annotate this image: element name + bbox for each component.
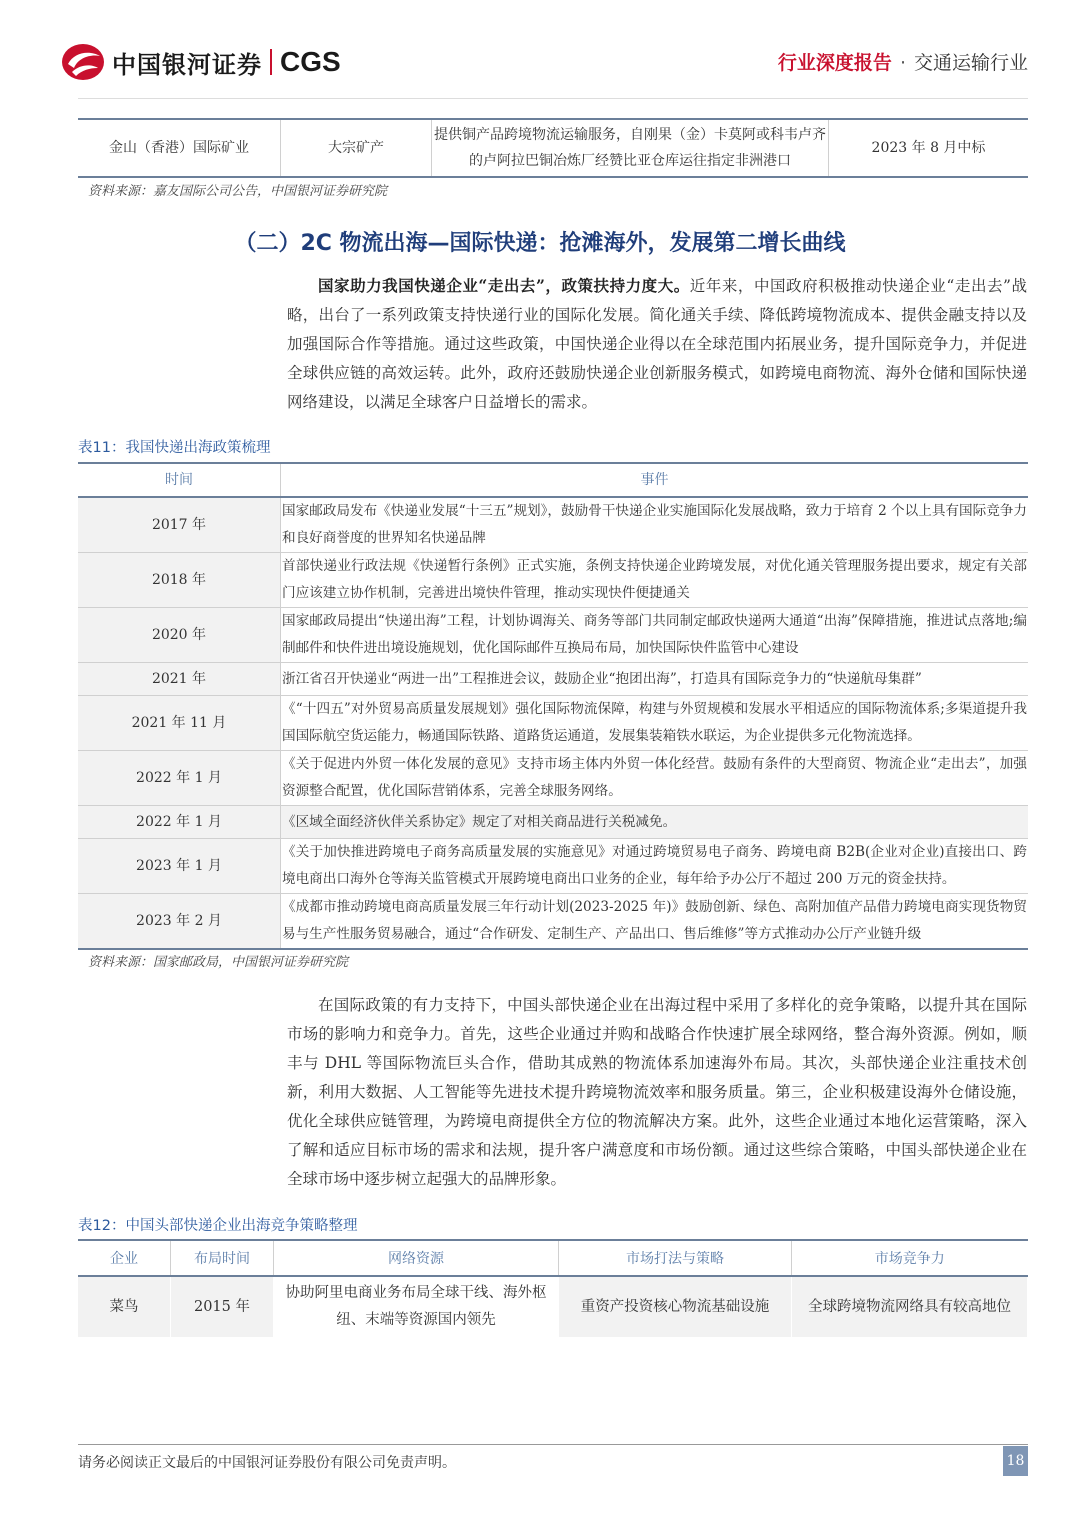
col-header-layout-time: 布局时间 [171,1240,274,1276]
strategy-cell: 重资产投资核心物流基础设施 [559,1276,792,1337]
col-header-event: 事件 [281,463,1029,497]
section-heading: （二）2C 物流出海—国际快递：抢滩海外，发展第二增长曲线 [234,231,846,256]
col-header-strategy: 市场打法与策略 [559,1240,792,1276]
table12-caption: 表12：中国头部快递企业出海竞争策略整理 [78,1218,358,1234]
time-cell: 2021 年 11 月 [78,696,281,751]
layout-time-cell: 2015 年 [171,1276,274,1337]
header-report-info [778,48,1028,75]
time-cell: 2022 年 1 月 [78,751,281,806]
time-cell: 2020 年 [78,608,281,663]
policy-table [78,462,1028,950]
logo [60,40,341,84]
category-cell: 大宗矿产 [281,119,432,177]
time-cell: 2021 年 [78,663,281,696]
col-header-company: 企业 [78,1240,171,1276]
event-cell: 《关于加快推进跨境电子商务高质量发展的实施意见》对通过跨境贸易电子商务、跨境电商 B2B(企业对企业)直接出口、跨境电商出口海外仓等海关监管模式开展跨境电商出口业务的企业，每年给予办公厅不超过 200 万元的资金扶持。 [281,839,1029,894]
col-header-time: 时间 [78,463,281,497]
company-cell: 金山（香港）国际矿业 [78,119,281,177]
table-row [78,553,1028,608]
page-header [0,0,1080,100]
table-row [78,1276,1028,1337]
event-cell: 《关于促进内外贸一体化发展的意见》支持市场主体内外贸一体化经营。鼓励有条件的大型商贸、物流企业“走出去”，加强资源整合配置，优化国际营销体系，完善全球服务网络。 [281,751,1029,806]
strategy-paragraph: 在国际政策的有力支持下，中国头部快递企业在出海过程中采用了多样化的竞争策略，以提升其在国际市场的影响力和竞争力。首先，这些企业通过并购和战略合作快速扩展全球网络，整合海外资源。例如，顺丰与 DHL 等国际物流巨头合作，借助其成熟的物流体系加速海外布局。其次，头部快递企业注重技术创新，利用大数据、人工智能等先进技术提升跨境物流效率和服务质量。第三，企业积极建设海外仓储设施，优化全球供应链管理，为跨境电商提供全方位的物流解决方案。此外，这些企业通过本地化运营策略，深入了解和适应目标市场的需求和法规，提升客户满意度和市场份额。通过这些综合策略，中国头部快递企业在全球市场中逐步树立起强大的品牌形象。 [287,996,1027,1188]
date-cell: 2023 年 8 月中标 [871,140,986,156]
event-cell: 国家邮政局提出“快递出海”工程，计划协调海关、商务等部门共同制定邮政快递两大通道“出海”保障措施，推进试点落地;编制邮件和快件进出境设施规划，优化国际邮件互换局布局，加快国际快件监管中心建设 [281,608,1029,663]
time-cell: 2017 年 [78,497,281,553]
table-row [78,839,1028,894]
logo-separator [270,49,272,75]
footer-divider [78,1444,1028,1445]
time-cell: 2023 年 1 月 [78,839,281,894]
table-row [78,608,1028,663]
table11-caption: 表11：我国快递出海政策梳理 [78,440,271,456]
table-row [78,696,1028,751]
time-cell: 2022 年 1 月 [78,806,281,839]
time-cell: 2023 年 2 月 [78,894,281,950]
logo-en-text: CGS [280,46,341,77]
header-divider [78,98,1028,99]
event-cell: 《“十四五”对外贸易高质量发展规划》强化国际物流保障，构建与外贸规模和发展水平相适应的国际物流体系;多渠道提升我国国际航空货运能力，畅通国际铁路、道路货运通道，发展集装箱铁水联运，为企业提供多元化物流选择。 [281,696,1029,751]
event-cell: 《区域全面经济伙伴关系协定》规定了对相关商品进行关税减免。 [281,806,1029,839]
report-type: 行业深度报告 [777,52,892,74]
table-source-note: 资料来源：嘉友国际公司公告，中国银河证券研究院 [88,184,388,199]
table-row [78,751,1028,806]
cgs-logo-icon [60,42,106,82]
event-cell: 首部快递业行政法规《快递暂行条例》正式实施，条例支持快递企业跨境发展，对优化通关管理服务提出要求，规定有关部门应该建立协作机制，完善进出境快件管理，推动实现快件便捷通关 [281,553,1029,608]
logo-cn-text: 中国银河证券 [112,50,262,79]
policy-paragraph [287,271,1027,417]
col-header-network: 网络资源 [274,1240,559,1276]
table11-source-note: 资料来源：国家邮政局，中国银河证券研究院 [88,955,349,970]
service-cell: 提供铜产品跨境物流运输服务，自刚果（金）卡莫阿或科韦卢齐的卢阿拉巴铜冶炼厂经赞比亚仓库运往指定非洲港口 [432,119,829,177]
paragraph-lead: 国家助力我国快递企业“走出去”，政策扶持力度大。 [318,276,690,295]
table-header-row [78,1240,1028,1276]
table-row [78,806,1028,839]
col-header-competitiveness: 市场竞争力 [792,1240,1028,1276]
event-cell: 国家邮政局发布《快递业发展“十三五”规划》，鼓励骨干快递企业实施国际化发展战略，致力于培育 2 个以上具有国际竞争力和良好商誉度的世界知名快递品牌 [281,497,1029,553]
table-row [78,497,1028,553]
competitiveness-cell: 全球跨境物流网络具有较高地位 [792,1276,1028,1337]
table-row [78,663,1028,696]
paragraph-body: 近年来，中国政府积极推动快递企业“走出去”战略，出台了一系列政策支持快递行业的国际化发展。简化通关手续、降低跨境物流成本、提供金融支持以及加强国际合作等措施。通过这些政策，中国快递企业得以在全球范围内拓展业务，提升国际竞争力，并促进全球供应链的高效运转。此外，政府还鼓励快递企业创新服务模式，如跨境电商物流、海外仓储和国际快递网络建设，以满足全球客户日益增长的需求。 [287,277,1027,411]
company-cell: 菜鸟 [78,1276,171,1337]
industry-name: 交通运输行业 [913,52,1028,74]
event-cell: 《成都市推动跨境电商高质量发展三年行动计划(2023-2025 年)》鼓励创新、绿色、高附加值产品借力跨境电商实现货物贸易与生产性服务贸易融合，通过“合作研发、定制生产、产品出口、售后维修”等方式推动办公厅产业链升级 [281,894,1029,950]
table-row [78,119,1028,177]
footer-disclaimer: 请务必阅读正文最后的中国银河证券股份有限公司免责声明。 [78,1455,456,1471]
time-cell: 2018 年 [78,553,281,608]
event-cell: 浙江省召开快递业“两进一出”工程推进会议，鼓励企业“抱团出海”，打造具有国际竞争力的“快递航母集群” [281,663,1029,696]
table-row [78,894,1028,950]
continued-table [78,118,1028,178]
table-header-row [78,463,1028,497]
header-dot: · [899,52,906,74]
network-cell: 协助阿里电商业务布局全球干线、海外枢纽、末端等资源国内领先 [274,1276,559,1337]
strategy-table [78,1239,1028,1337]
page-number: 18 [1003,1446,1028,1476]
